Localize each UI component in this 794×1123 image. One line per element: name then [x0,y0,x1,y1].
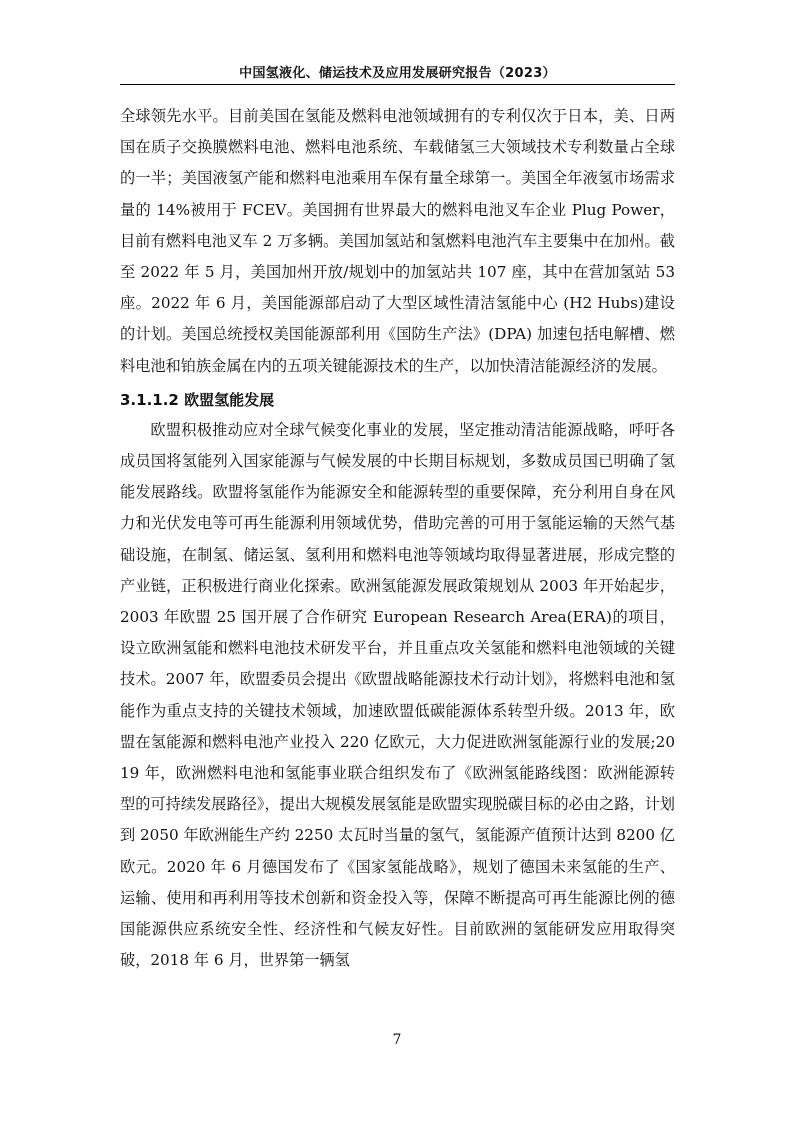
paragraph-eu-hydrogen: 欧盟积极推动应对全球气候变化事业的发展，坚定推动清洁能源战略，呼吁各成员国将氢能列入国家能源与气候发展的中长期目标规划，多数成员国已明确了氢能发展路线。欧盟将氢能作为能源安全和能源转型的重要保障，充分利用自身在风力和光伏发电等可再生能源利用领域优势，借助完善的可用于氢能运输的天然气基础设施，在制氢、储运氢、氢利用和燃料电池等领域均取得显著进展，形成完整的产业链，正积极进行商业化探索。欧洲氢能源发展政策规划从 2003 年开始起步，2003 年欧盟 25 国开展了合作研究 European Research Area(ERA)的项目，设立欧洲氢能和燃料电池技术研发平台，并且重点攻关氢能和燃料电池领域的关键技术。2007 年，欧盟委员会提出《欧盟战略能源技术行动计划》，将燃料电池和氢能作为重点支持的关键技术领域，加速欧盟低碳能源体系转型升级。2013 年，欧盟在氢能源和燃料电池产业投入 220 亿欧元，大力促进欧洲氢能源行业的发展;2019 年，欧洲燃料电池和氢能事业联合组织发布了《欧洲氢能路线图：欧洲能源转型的可持续发展路径》，提出大规模发展氢能是欧盟实现脱碳目标的必由之路，计划到 2050 年欧洲能生产约 2250 太瓦时当量的氢气，氢能源产值预计达到 8200 亿欧元。2020 年 6 月德国发布了《国家氢能战略》，规划了德国未来氢能的生产、运输、使用和再利用等技术创新和资金投入等，保障不断提高可再生能源比例的德国能源供应系统安全性、经济性和气候友好性。目前欧洲的氢能研发应用取得突破，2018 年 6 月，世界第一辆氢 [120,420,675,970]
page-body [120,101,675,976]
running-header: 中国氢液化、储运技术及应用发展研究报告（2023） [239,66,556,81]
page-number: 7 [392,1032,402,1048]
paragraph-us-hydrogen: 全球领先水平。目前美国在氢能及燃料电池领域拥有的专利仅次于日本，美、日两国在质子交换膜燃料电池、燃料电池系统、车载储氢三大领域技术专利数量占全球的一半；美国液氢产能和燃料电池乘用车保有量全球第一。美国全年液氢市场需求量的 14%被用于 FCEV。美国拥有世界最大的燃料电池叉车企业 Plug Power，目前有燃料电池叉车 2 万多辆。美国加氢站和氢燃料电池汽车主要集中在加州。截至 2022 年 5 月，美国加州开放/规划中的加氢站共 107 座，其中在营加氢站 53 座。2022 年 6 月，美国能源部启动了大型区域性清洁氢能中心 (H2 Hubs)建设的计划。美国总统授权美国能源部利用《国防生产法》(DPA) 加速包括电解槽、燃料电池和铂族金属在内的五项关键能源技术的生产，以加快清洁能源经济的发展。 [120,107,675,375]
section-heading-eu-hydrogen: 3.1.1.2 欧盟氢能发展 [120,390,275,409]
header-divider [120,84,675,85]
